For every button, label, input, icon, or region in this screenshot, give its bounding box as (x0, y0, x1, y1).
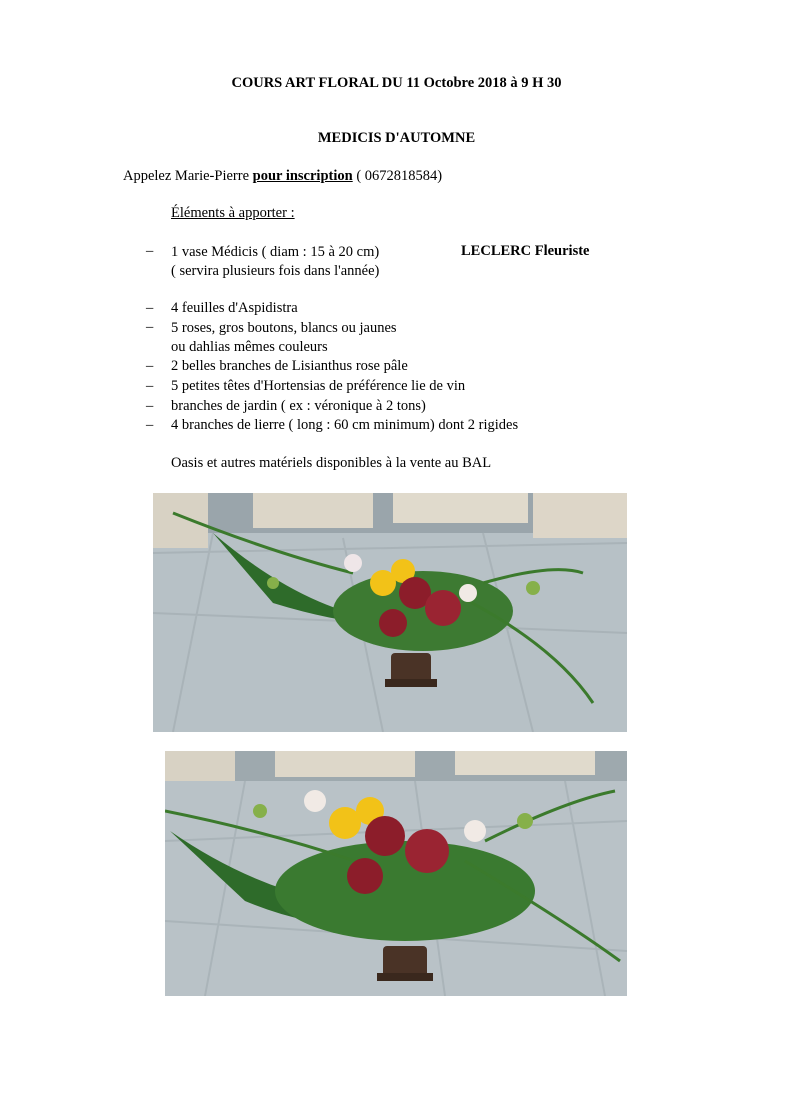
list-item-ivy: 4 branches de lierre ( long : 60 cm minimum) dont 2 rigides (171, 417, 519, 433)
document-title: COURS ART FLORAL DU 11 Octobre 2018 à 9 H 30 (231, 75, 562, 91)
list-item-line: 1 vase Médicis ( diam : 15 à 20 cm) (171, 244, 380, 260)
contact-line (123, 168, 442, 185)
arrangement-illustration (153, 493, 627, 732)
course-subtitle: MEDICIS D'AUTOMNE (317, 130, 476, 146)
contact-prefix: Appelez Marie-Pierre (123, 168, 253, 184)
arrangement-photo-2 (165, 751, 627, 996)
supplier-label: LECLERC Fleuriste (461, 243, 590, 259)
list-item-garden-branches: branches de jardin ( ex : véronique à 2 tons) (171, 398, 426, 414)
list-item-roses (171, 319, 397, 357)
registration-link[interactable]: pour inscription (252, 168, 353, 184)
list-item-line: ou dahlias mêmes couleurs (171, 339, 328, 355)
list-item-lisianthus: 2 belles branches de Lisianthus rose pâle (171, 358, 408, 374)
list-item-line: ( servira plusieurs fois dans l'année) (171, 263, 380, 279)
item-dash: – (146, 398, 154, 414)
contact-phone: ( 0672818584) (352, 168, 443, 184)
arrangement-photo-1 (153, 493, 627, 732)
elements-heading: Éléments à apporter : (171, 205, 295, 221)
item-dash: – (146, 378, 154, 394)
item-dash: – (146, 243, 154, 259)
list-item-line: 5 roses, gros boutons, blancs ou jaunes (171, 320, 397, 336)
item-dash: – (146, 417, 154, 433)
item-dash: – (146, 358, 154, 374)
list-item-aspidistra: 4 feuilles d'Aspidistra (171, 300, 298, 316)
item-dash: – (146, 319, 154, 335)
footer-note: Oasis et autres matériels disponibles à la vente au BAL (171, 455, 492, 471)
item-dash: – (146, 300, 154, 316)
arrangement-illustration (165, 751, 627, 996)
list-item-hortensias: 5 petites têtes d'Hortensias de préférence lie de vin (171, 378, 466, 394)
list-item-vase (171, 243, 379, 281)
